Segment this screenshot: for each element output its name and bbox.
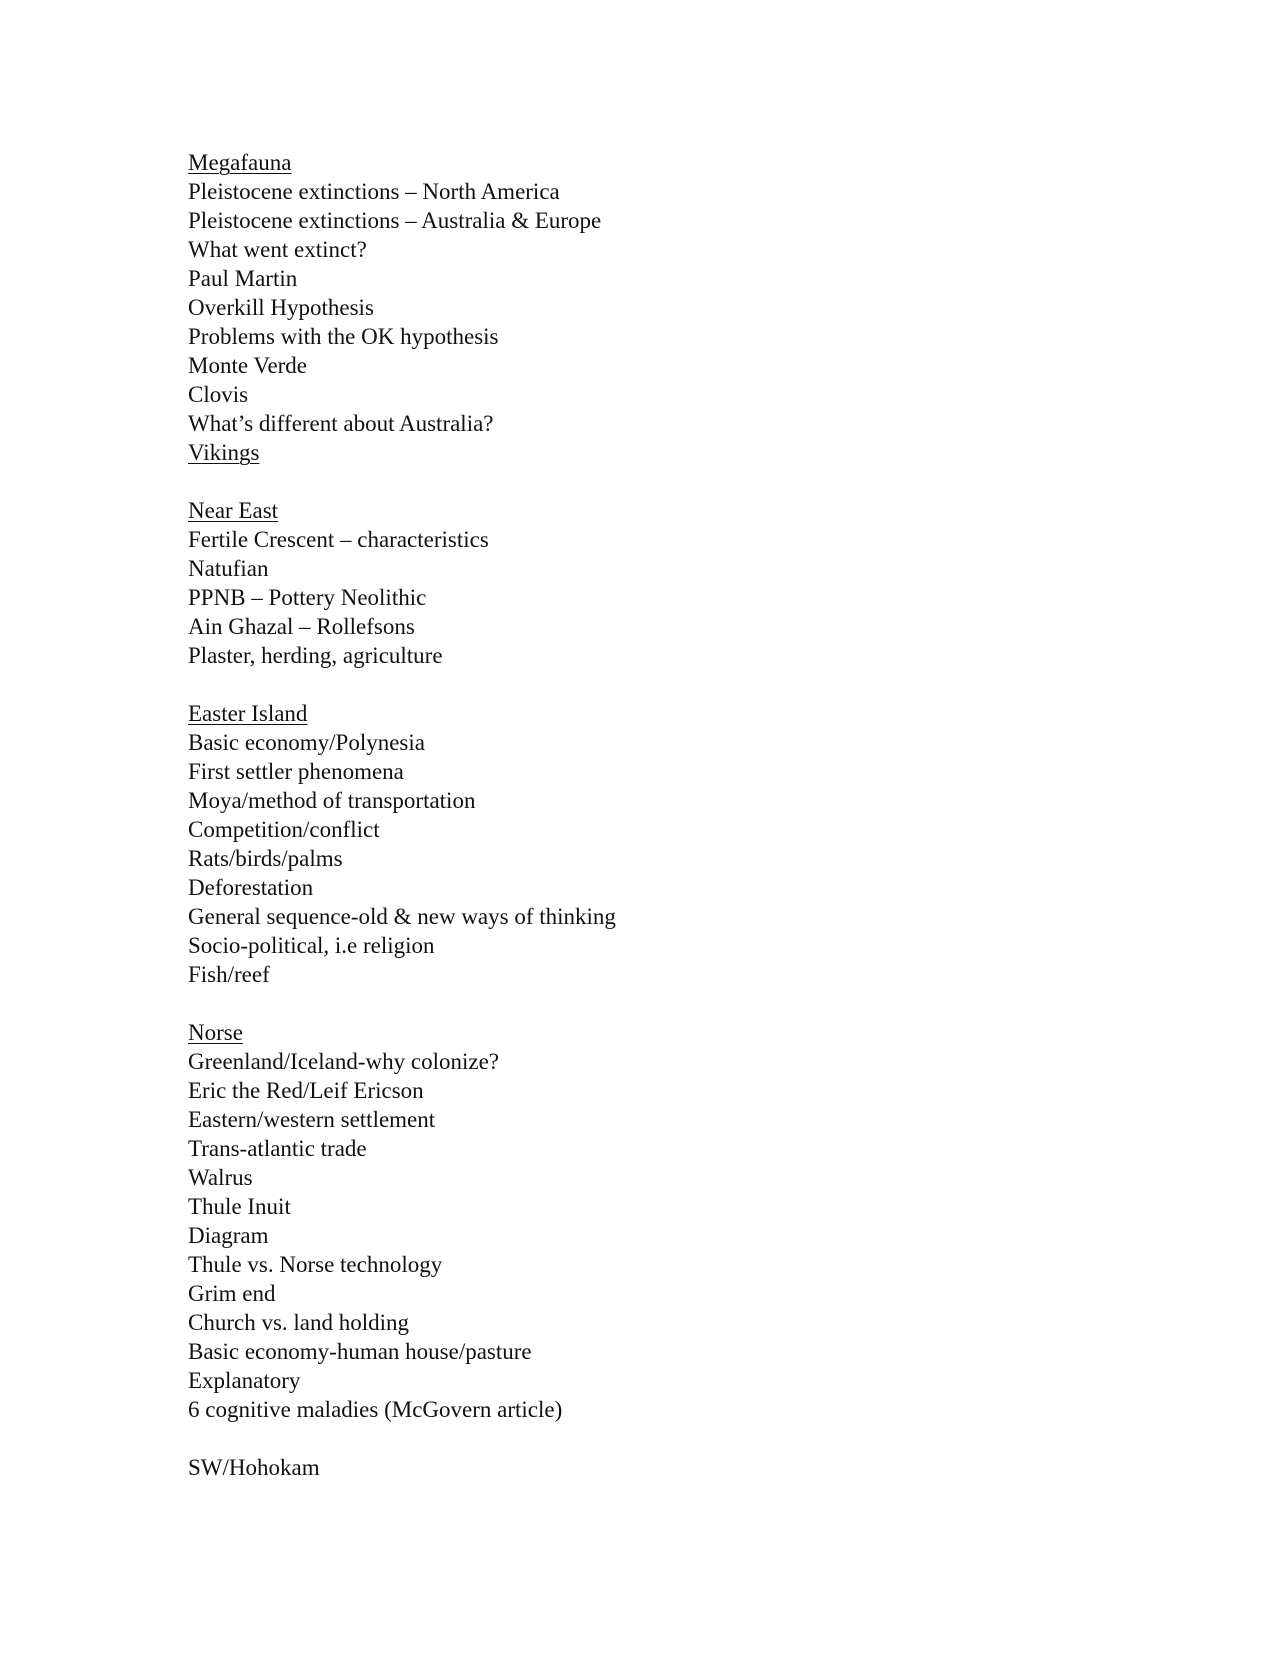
list-item: Trans-atlantic trade <box>188 1136 367 1161</box>
list-item: PPNB – Pottery Neolithic <box>188 585 427 610</box>
list-item: Deforestation <box>188 875 314 900</box>
section-heading-vikings: Vikings <box>188 440 260 465</box>
section-spacer <box>188 1424 1188 1453</box>
section-spacer <box>188 467 1188 496</box>
list-item: Church vs. land holding <box>188 1310 410 1335</box>
list-item: Eastern/western settlement <box>188 1107 436 1132</box>
section-heading-norse: Norse <box>188 1020 243 1045</box>
section-spacer <box>188 670 1188 699</box>
list-item: Overkill Hypothesis <box>188 295 374 320</box>
list-item: Clovis <box>188 382 249 407</box>
list-item: Pleistocene extinctions – North America <box>188 179 560 204</box>
list-item: General sequence-old & new ways of thinking <box>188 904 616 929</box>
footer-line-sw-hohokam: SW/Hohokam <box>188 1455 320 1480</box>
list-item: Fertile Crescent – characteristics <box>188 527 489 552</box>
list-item: Grim end <box>188 1281 276 1306</box>
list-item: 6 cognitive maladies (McGovern article) <box>188 1397 563 1422</box>
list-item: Plaster, herding, agriculture <box>188 643 443 668</box>
list-item: Ain Ghazal – Rollefsons <box>188 614 415 639</box>
list-item: Greenland/Iceland-why colonize? <box>188 1049 499 1074</box>
list-item: Natufian <box>188 556 269 581</box>
list-item: Eric the Red/Leif Ericson <box>188 1078 424 1103</box>
list-item: Problems with the OK hypothesis <box>188 324 499 349</box>
list-item: Basic economy/Polynesia <box>188 730 425 755</box>
list-item: What’s different about Australia? <box>188 411 494 436</box>
list-item: Socio-political, i.e religion <box>188 933 435 958</box>
list-item: Walrus <box>188 1165 253 1190</box>
list-item: First settler phenomena <box>188 759 404 784</box>
list-item: Moya/method of transportation <box>188 788 476 813</box>
list-item: Pleistocene extinctions – Australia & Europe <box>188 208 602 233</box>
section-heading-megafauna: Megafauna <box>188 150 292 175</box>
list-item: Diagram <box>188 1223 269 1248</box>
section-heading-easter-island: Easter Island <box>188 701 308 726</box>
document-page <box>188 148 1188 1482</box>
list-item: Paul Martin <box>188 266 298 291</box>
list-item: Thule vs. Norse technology <box>188 1252 443 1277</box>
section-heading-near-east: Near East <box>188 498 279 523</box>
section-spacer <box>188 989 1188 1018</box>
list-item: Explanatory <box>188 1368 301 1393</box>
list-item: Competition/conflict <box>188 817 380 842</box>
list-item: Fish/reef <box>188 962 270 987</box>
list-item: Basic economy-human house/pasture <box>188 1339 532 1364</box>
list-item: Rats/birds/palms <box>188 846 343 871</box>
list-item: Thule Inuit <box>188 1194 291 1219</box>
list-item: Monte Verde <box>188 353 308 378</box>
list-item: What went extinct? <box>188 237 367 262</box>
